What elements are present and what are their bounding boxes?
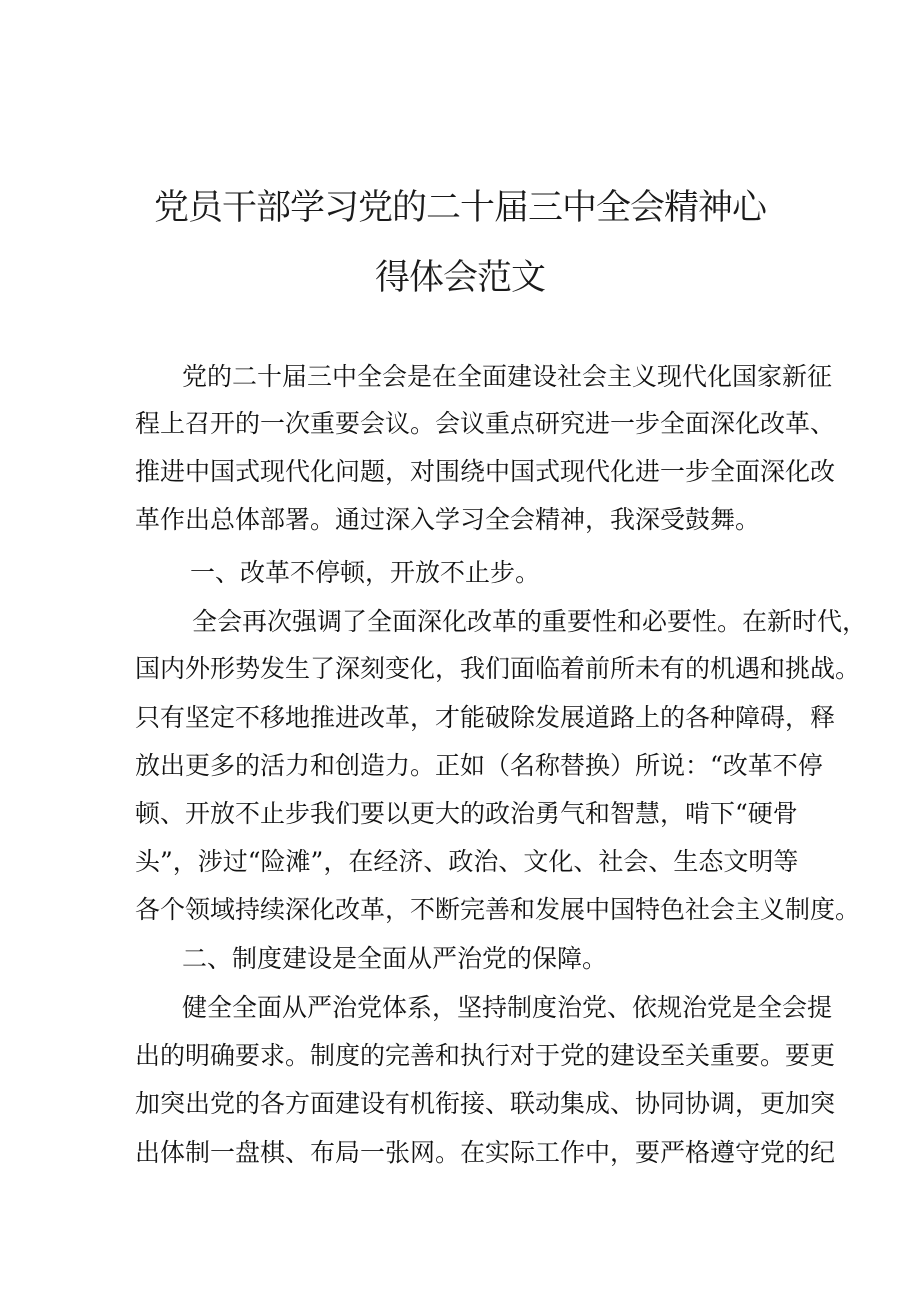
body-line: 党的二十届三中全会是在全面建设社会主义现代化国家新征 xyxy=(182,362,833,391)
body-line: 放出更多的活力和创造力。正如（名称替换）所说：“改革不停 xyxy=(135,751,823,780)
body-line: 顿、开放不止步我们要以更大的政治勇气和智慧，啃下“硬骨 xyxy=(135,799,798,828)
section-heading-1: 一、改革不停顿，开放不止步。 xyxy=(190,558,541,587)
body-line: 国内外形势发生了深刻变化，我们面临着前所未有的机遇和挑战。 xyxy=(135,654,861,683)
body-line: 只有坚定不移地推进改革，才能破除发展道路上的各种障碍，释 xyxy=(135,703,836,732)
body-line: 出的明确要求。制度的完善和执行对于党的建设至关重要。要更 xyxy=(135,1041,836,1070)
body-line: 革作出总体部署。通过深入学习全会精神，我深受鼓舞。 xyxy=(135,505,761,534)
body-line: 全会再次强调了全面深化改革的重要性和必要性。在新时代， xyxy=(192,607,868,636)
body-line: 头”，涉过“险滩”，在经济、政治、文化、社会、生态文明等 xyxy=(135,847,799,876)
document-title-line-2: 得体会范文 xyxy=(374,258,545,298)
body-line: 健全全面从严治党体系，坚持制度治党、依规治党是全会提 xyxy=(182,993,833,1022)
body-line: 程上召开的一次重要会议。会议重点研究进一步全面深化改革、 xyxy=(135,409,836,438)
document-title-line-1: 党员干部学习党的二十届三中全会精神心 xyxy=(153,188,766,228)
section-heading-2: 二、制度建设是全面从严治党的保障。 xyxy=(182,944,608,973)
body-line: 出体制一盘棋、布局一张网。在实际工作中，要严格遵守党的纪 xyxy=(135,1138,836,1167)
body-line: 推进中国式现代化问题，对围绕中国式现代化进一步全面深化改 xyxy=(135,457,836,486)
body-line: 各个领域持续深化改革，不断完善和发展中国特色社会主义制度。 xyxy=(135,895,861,924)
body-line: 加突出党的各方面建设有机衔接、联动集成、协同协调，更加突 xyxy=(135,1089,836,1118)
